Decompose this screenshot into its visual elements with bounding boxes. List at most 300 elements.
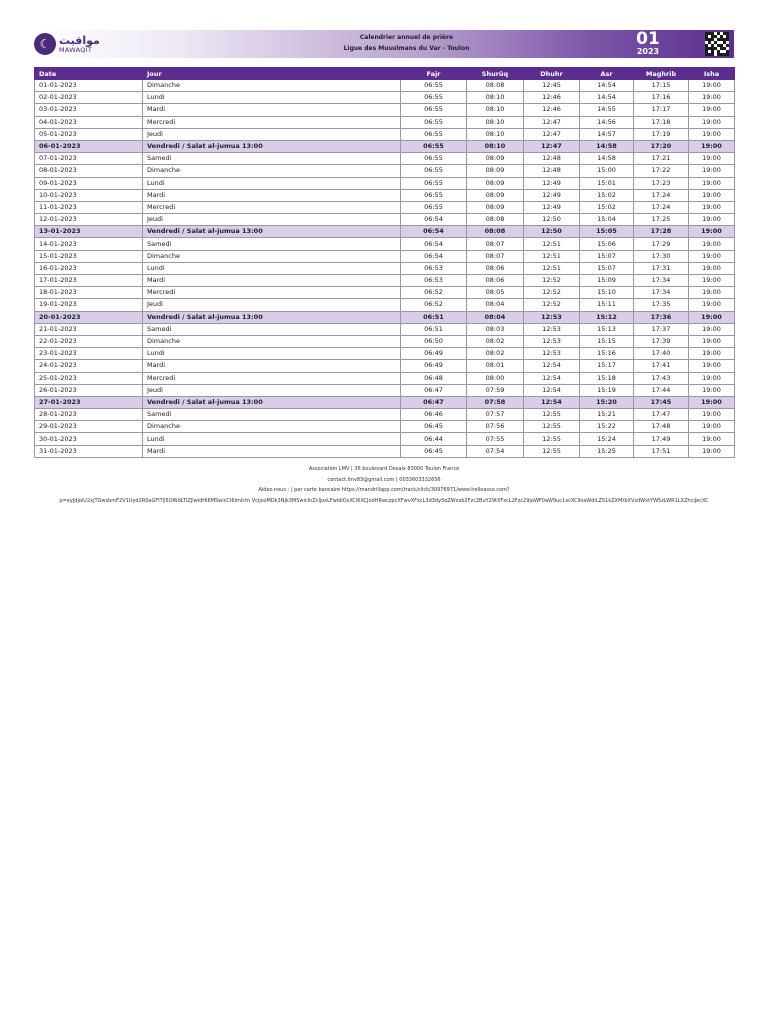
cell-isha: 19:00 [689,323,735,335]
cell-shuruq: 08:10 [467,92,524,104]
cell-fajr: 06:49 [401,360,467,372]
cell-asr: 15:15 [580,335,634,347]
cell-dhuhr: 12:52 [524,287,580,299]
table-row [35,445,735,457]
cell-isha: 19:00 [689,128,735,140]
prayer-times-table [34,67,735,458]
cell-isha: 19:00 [689,189,735,201]
cell-date: 10-01-2023 [35,189,143,201]
cell-date: 06-01-2023 [35,140,143,152]
cell-date: 21-01-2023 [35,323,143,335]
cell-date: 03-01-2023 [35,104,143,116]
cell-isha: 19:00 [689,445,735,457]
cell-fajr: 06:55 [401,140,467,152]
cell-dhuhr: 12:54 [524,372,580,384]
cell-jour: Jeudi [143,299,401,311]
cell-shuruq: 07:59 [467,384,524,396]
cell-shuruq: 08:04 [467,299,524,311]
cell-jour: Lundi [143,262,401,274]
cell-asr: 14:54 [580,92,634,104]
cell-maghrib: 17:29 [634,238,689,250]
cell-fajr: 06:55 [401,153,467,165]
cell-jour: Mardi [143,189,401,201]
cell-shuruq: 08:10 [467,104,524,116]
cell-asr: 15:21 [580,409,634,421]
cell-fajr: 06:55 [401,128,467,140]
cell-asr: 15:02 [580,189,634,201]
cell-asr: 15:17 [580,360,634,372]
cell-dhuhr: 12:47 [524,140,580,152]
title-line1: Calendrier annuel de prière [359,34,454,41]
cell-shuruq: 08:00 [467,372,524,384]
cell-jour: Mardi [143,104,401,116]
cell-isha: 19:00 [689,201,735,213]
cell-maghrib: 17:21 [634,153,689,165]
cell-date: 22-01-2023 [35,335,143,347]
cell-maghrib: 17:18 [634,116,689,128]
footer-contact: contact.lmv83@gmail.com | 0033603332656 [327,476,441,483]
table-row [35,104,735,116]
cell-dhuhr: 12:54 [524,384,580,396]
cell-isha: 19:00 [689,140,735,152]
cell-isha: 19:00 [689,104,735,116]
cell-maghrib: 17:17 [634,104,689,116]
cell-jour: Lundi [143,92,401,104]
cell-dhuhr: 12:55 [524,445,580,457]
cell-shuruq: 08:09 [467,177,524,189]
cell-shuruq: 08:10 [467,116,524,128]
cell-dhuhr: 12:49 [524,189,580,201]
cell-jour: Mercredi [143,116,401,128]
cell-jour: Lundi [143,433,401,445]
cell-dhuhr: 12:50 [524,214,580,226]
cell-isha: 19:00 [689,384,735,396]
cell-shuruq: 07:57 [467,409,524,421]
cell-maghrib: 17:41 [634,360,689,372]
cell-asr: 14:58 [580,153,634,165]
cell-fajr: 06:55 [401,201,467,213]
cell-asr: 14:55 [580,104,634,116]
cell-maghrib: 17:49 [634,433,689,445]
cell-isha: 19:00 [689,214,735,226]
cell-shuruq: 07:56 [467,421,524,433]
table-row [35,433,735,445]
cell-asr: 15:05 [580,226,634,238]
cell-isha: 19:00 [689,226,735,238]
table-row [35,262,735,274]
table-row [35,250,735,262]
cell-jour: Vendredi / Salat al-jumua 13:00 [143,311,401,323]
cell-isha: 19:00 [689,299,735,311]
cell-maghrib: 17:37 [634,323,689,335]
col-shuruq: Shurûq [467,68,524,80]
cell-date: 08-01-2023 [35,165,143,177]
cell-isha: 19:00 [689,360,735,372]
table-body [35,80,735,458]
col-maghrib: Maghrib [634,68,689,80]
cell-date: 14-01-2023 [35,238,143,250]
cell-asr: 15:16 [580,348,634,360]
cell-dhuhr: 12:45 [524,80,580,92]
cell-fajr: 06:55 [401,189,467,201]
table-row [35,92,735,104]
cell-dhuhr: 12:50 [524,226,580,238]
cell-date: 20-01-2023 [35,311,143,323]
cell-asr: 14:58 [580,140,634,152]
table-row [35,299,735,311]
cell-dhuhr: 12:53 [524,311,580,323]
cell-shuruq: 07:54 [467,445,524,457]
footer-donation-url: p=eyJdjoiU2xjTGwsbmF2V1Uyd2R0aGFlTjI5OWdLTlZJlwidHI6MSwicCI6Imlctn VcIjozMDk3Njk3MSwicInZcljoxLFwidiQsXCl6XCJodHRwczpcXFwvXFxcL3d3dy5oZWxsb2Fzc2BuY29tXFxcL2Fzc29jaWF0aW9uc1xcXC9saWdlLZS1kZXMtbXVzdWxtYW5zLWR1LXZhciJecXC [59,497,709,504]
cell-shuruq: 08:10 [467,128,524,140]
cell-shuruq: 08:04 [467,311,524,323]
cell-jour: Mercredi [143,201,401,213]
crescent-icon: ☾ [34,33,56,55]
cell-shuruq: 08:05 [467,287,524,299]
cell-shuruq: 08:08 [467,226,524,238]
cell-jour: Dimanche [143,421,401,433]
cell-asr: 15:24 [580,433,634,445]
cell-asr: 15:00 [580,165,634,177]
cell-maghrib: 17:45 [634,396,689,408]
cell-fajr: 06:55 [401,165,467,177]
cell-maghrib: 17:39 [634,335,689,347]
cell-shuruq: 08:06 [467,262,524,274]
cell-fajr: 06:51 [401,323,467,335]
cell-asr: 15:11 [580,299,634,311]
cell-date: 09-01-2023 [35,177,143,189]
cell-fajr: 06:54 [401,226,467,238]
cell-isha: 19:00 [689,165,735,177]
cell-fajr: 06:55 [401,104,467,116]
cell-dhuhr: 12:53 [524,335,580,347]
cell-jour: Dimanche [143,80,401,92]
cell-dhuhr: 12:46 [524,104,580,116]
footer-donation: Aidez-nous : | par carte bancaire https://mandrillapp.com/track/click/30976971/www.helloasso.com? [258,487,510,493]
table-row [35,165,735,177]
cell-fajr: 06:53 [401,262,467,274]
cell-isha: 19:00 [689,348,735,360]
cell-dhuhr: 12:54 [524,360,580,372]
cell-maghrib: 17:31 [634,262,689,274]
cell-dhuhr: 12:49 [524,201,580,213]
cell-maghrib: 17:47 [634,409,689,421]
cell-dhuhr: 12:46 [524,92,580,104]
cell-maghrib: 17:28 [634,226,689,238]
cell-asr: 15:06 [580,238,634,250]
cell-date: 29-01-2023 [35,421,143,433]
cell-shuruq: 08:02 [467,335,524,347]
cell-dhuhr: 12:55 [524,409,580,421]
cell-asr: 15:12 [580,311,634,323]
table-row [35,409,735,421]
cell-dhuhr: 12:48 [524,165,580,177]
cell-isha: 19:00 [689,311,735,323]
table-row [35,116,735,128]
cell-isha: 19:00 [689,116,735,128]
cell-date: 28-01-2023 [35,409,143,421]
cell-date: 04-01-2023 [35,116,143,128]
cell-date: 23-01-2023 [35,348,143,360]
cell-dhuhr: 12:52 [524,275,580,287]
table-row [35,311,735,323]
table-row [35,323,735,335]
cell-jour: Mercredi [143,372,401,384]
cell-date: 12-01-2023 [35,214,143,226]
cell-dhuhr: 12:51 [524,238,580,250]
cell-jour: Vendredi / Salat al-jumua 13:00 [143,140,401,152]
col-asr: Asr [580,68,634,80]
table-row [35,360,735,372]
cell-maghrib: 17:36 [634,311,689,323]
table-row [35,384,735,396]
cell-asr: 15:25 [580,445,634,457]
cell-maghrib: 17:40 [634,348,689,360]
cell-jour: Samedi [143,153,401,165]
cell-maghrib: 17:25 [634,214,689,226]
cell-shuruq: 08:09 [467,201,524,213]
col-dhuhr: Dhuhr [524,68,580,80]
table-row [35,153,735,165]
cell-jour: Samedi [143,238,401,250]
table-row [35,421,735,433]
cell-dhuhr: 12:49 [524,177,580,189]
cell-jour: Dimanche [143,250,401,262]
cell-fajr: 06:45 [401,445,467,457]
cell-asr: 15:04 [580,214,634,226]
cell-dhuhr: 12:52 [524,299,580,311]
cell-isha: 19:00 [689,177,735,189]
cell-date: 01-01-2023 [35,80,143,92]
cell-shuruq: 07:55 [467,433,524,445]
cell-fajr: 06:45 [401,421,467,433]
cell-maghrib: 17:16 [634,92,689,104]
cell-maghrib: 17:34 [634,287,689,299]
cell-asr: 15:20 [580,396,634,408]
cell-isha: 19:00 [689,396,735,408]
cell-asr: 15:01 [580,177,634,189]
cell-shuruq: 08:08 [467,214,524,226]
cell-isha: 19:00 [689,238,735,250]
cell-shuruq: 07:58 [467,396,524,408]
cell-isha: 19:00 [689,287,735,299]
cell-jour: Mardi [143,445,401,457]
cell-jour: Jeudi [143,128,401,140]
table-header-row [35,68,735,80]
cell-date: 16-01-2023 [35,262,143,274]
cell-date: 11-01-2023 [35,201,143,213]
month-number: 01 [636,29,660,49]
col-fajr: Fajr [401,68,467,80]
cell-jour: Dimanche [143,335,401,347]
table-row [35,177,735,189]
table-row [35,287,735,299]
cell-isha: 19:00 [689,409,735,421]
cell-date: 15-01-2023 [35,250,143,262]
cell-jour: Mardi [143,275,401,287]
cell-jour: Samedi [143,323,401,335]
cell-asr: 15:09 [580,275,634,287]
cell-fajr: 06:52 [401,287,467,299]
cell-dhuhr: 12:53 [524,348,580,360]
cell-isha: 19:00 [689,262,735,274]
cell-shuruq: 08:09 [467,165,524,177]
year-label: 2023 [636,47,660,56]
cell-fajr: 06:55 [401,116,467,128]
table-row [35,214,735,226]
cell-shuruq: 08:06 [467,275,524,287]
cell-maghrib: 17:24 [634,201,689,213]
cell-date: 26-01-2023 [35,384,143,396]
cell-maghrib: 17:20 [634,140,689,152]
cell-jour: Lundi [143,177,401,189]
cell-isha: 19:00 [689,275,735,287]
cell-dhuhr: 12:54 [524,396,580,408]
footer-address: Association LMV | 36 boulevard Desaix 83000 Toulon France [308,466,460,472]
cell-maghrib: 17:43 [634,372,689,384]
cell-isha: 19:00 [689,421,735,433]
header-banner [34,30,734,58]
table-row [35,140,735,152]
cell-fajr: 06:55 [401,80,467,92]
cell-isha: 19:00 [689,153,735,165]
cell-maghrib: 17:48 [634,421,689,433]
cell-jour: Vendredi / Salat al-jumua 13:00 [143,396,401,408]
cell-shuruq: 08:07 [467,250,524,262]
cell-asr: 15:02 [580,201,634,213]
cell-date: 25-01-2023 [35,372,143,384]
cell-maghrib: 17:51 [634,445,689,457]
table-row [35,189,735,201]
table-row [35,226,735,238]
cell-maghrib: 17:23 [634,177,689,189]
cell-asr: 15:22 [580,421,634,433]
qr-code-icon [705,32,729,56]
cell-fajr: 06:46 [401,409,467,421]
cell-date: 18-01-2023 [35,287,143,299]
cell-date: 17-01-2023 [35,275,143,287]
cell-maghrib: 17:19 [634,128,689,140]
cell-shuruq: 08:02 [467,348,524,360]
cell-jour: Dimanche [143,165,401,177]
cell-fajr: 06:52 [401,299,467,311]
cell-dhuhr: 12:47 [524,116,580,128]
cell-dhuhr: 12:47 [524,128,580,140]
cell-isha: 19:00 [689,335,735,347]
cell-jour: Samedi [143,409,401,421]
cell-date: 13-01-2023 [35,226,143,238]
cell-maghrib: 17:24 [634,189,689,201]
cell-fajr: 06:55 [401,92,467,104]
cell-asr: 14:57 [580,128,634,140]
cell-fajr: 06:50 [401,335,467,347]
cell-fajr: 06:44 [401,433,467,445]
cell-asr: 15:07 [580,250,634,262]
cell-date: 27-01-2023 [35,396,143,408]
table-row [35,348,735,360]
cell-shuruq: 08:01 [467,360,524,372]
cell-jour: Jeudi [143,384,401,396]
cell-dhuhr: 12:51 [524,262,580,274]
cell-asr: 14:56 [580,116,634,128]
cell-maghrib: 17:22 [634,165,689,177]
cell-isha: 19:00 [689,92,735,104]
cell-maghrib: 17:15 [634,80,689,92]
cell-fajr: 06:53 [401,275,467,287]
cell-date: 07-01-2023 [35,153,143,165]
cell-maghrib: 17:34 [634,275,689,287]
cell-dhuhr: 12:48 [524,153,580,165]
cell-jour: Mercredi [143,287,401,299]
title-line2: Ligue des Musulmans du Var - Toulon [343,45,470,52]
footer [0,464,768,506]
cell-fajr: 06:54 [401,214,467,226]
month-block [630,31,666,56]
cell-fajr: 06:47 [401,384,467,396]
cell-maghrib: 17:44 [634,384,689,396]
cell-dhuhr: 12:55 [524,421,580,433]
table-row [35,128,735,140]
cell-shuruq: 08:09 [467,189,524,201]
cell-date: 30-01-2023 [35,433,143,445]
cell-maghrib: 17:35 [634,299,689,311]
cell-isha: 19:00 [689,250,735,262]
cell-date: 19-01-2023 [35,299,143,311]
cell-dhuhr: 12:55 [524,433,580,445]
cell-shuruq: 08:09 [467,153,524,165]
cell-fajr: 06:51 [401,311,467,323]
cell-fajr: 06:47 [401,396,467,408]
col-date: Date [35,68,143,80]
table-row [35,396,735,408]
cell-maghrib: 17:30 [634,250,689,262]
cell-jour: Vendredi / Salat al-jumua 13:00 [143,226,401,238]
cell-asr: 15:10 [580,287,634,299]
cell-isha: 19:00 [689,433,735,445]
cell-fajr: 06:54 [401,250,467,262]
cell-fajr: 06:55 [401,177,467,189]
cell-shuruq: 08:08 [467,80,524,92]
table-row [35,275,735,287]
logo-latin: MAWAQIT [59,45,93,54]
cell-fajr: 06:49 [401,348,467,360]
logo-arabic: مواقيت [59,33,100,47]
cell-fajr: 06:54 [401,238,467,250]
cell-dhuhr: 12:51 [524,250,580,262]
cell-asr: 14:54 [580,80,634,92]
col-jour: Jour [143,68,401,80]
cell-fajr: 06:48 [401,372,467,384]
cell-shuruq: 08:03 [467,323,524,335]
cell-asr: 15:13 [580,323,634,335]
cell-jour: Lundi [143,348,401,360]
cell-isha: 19:00 [689,372,735,384]
table-row [35,80,735,92]
cell-asr: 15:18 [580,372,634,384]
mawaqit-logo [34,30,100,58]
cell-isha: 19:00 [689,80,735,92]
table-row [35,335,735,347]
table-row [35,372,735,384]
cell-date: 24-01-2023 [35,360,143,372]
cell-asr: 15:19 [580,384,634,396]
cell-date: 05-01-2023 [35,128,143,140]
cell-asr: 15:07 [580,262,634,274]
cell-date: 02-01-2023 [35,92,143,104]
page-title [284,32,529,54]
cell-dhuhr: 12:53 [524,323,580,335]
cell-shuruq: 08:07 [467,238,524,250]
